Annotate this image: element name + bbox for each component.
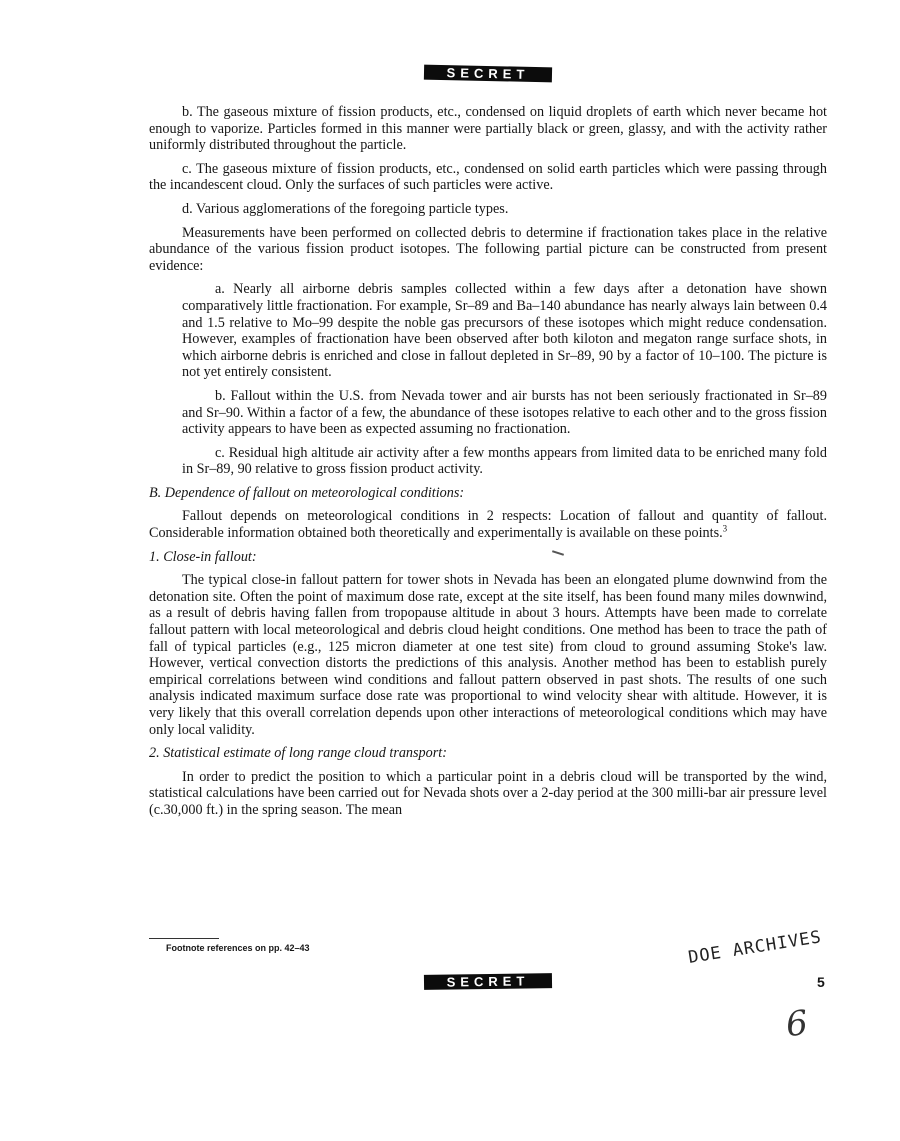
paragraph-b-gaseous-liquid: b. The gaseous mixture of fission products, etc., condensed on liquid droplets of earth which never became hot enough to vaporize. Particles formed in this manner were partially black or green, glassy, and with the activity rather uniformly distributed throughout the particle. [149, 104, 827, 154]
paragraph-long-range: In order to predict the position to which a particular point in a debris cloud will be transported by the wind, statistical calculations have been carried out for Nevada shots over a 2-day period at the 300 milli-bar air pressure level (c.30,000 ft.) in the spring season. The mean [149, 768, 827, 818]
paragraph-close-in-fallout: The typical close-in fallout pattern for tower shots in Nevada has been an elongated plume downwind from the detonation site. Often the point of maximum dose rate, except at the site itself, has been found many miles downwind, as a result of debris having fallen from tropopause altitude in about 3 hours. Attempts have been made to correlate fallout pattern with local meteorological and debris cloud height conditions. One method has been to trace the path of fall of typical particles (e.g., 125 micron diameter at one test site) from cloud to ground assuming Stoke's law. However, vertical convection distorts the predictions of this analysis. Another method has been to establish purely empirical correlations between wind conditions and fallout pattern observed in past shots. The results of one such analysis indicated maximum surface dose rate was proportional to wind velocity shear with altitude. However, it is very likely that this overall correlation depends upon other interactions of meteorological conditions which may have only local validity. [149, 572, 827, 738]
section-heading-b-text: B. Dependence of fallout on meteorological conditions: [149, 484, 465, 501]
handwritten-number: 6 [783, 1002, 810, 1046]
paragraph-fallout-depends-text: Fallout depends on meteorological conditions in 2 respects: Location of fallout and quantity of fallout. Considerable information obtained both theoretically and experimentally is available on these points. [149, 508, 827, 542]
doe-archives-stamp: DOE ARCHIVES [686, 927, 824, 968]
footnote-superscript: 3 [722, 523, 728, 534]
section-heading-2-text: 2. Statistical estimate of long range cloud transport: [149, 745, 447, 762]
page-number: 5 [817, 974, 825, 990]
paragraph-c-residual: c. Residual high altitude air activity after a few months appears from limited data to be enriched many fold in Sr–89, 90 relative to gross fission product activity. [182, 444, 827, 478]
paragraph-a-airborne: a. Nearly all airborne debris samples collected within a few days after a detonation have shown comparatively little fractionation. For example, Sr–89 and Ba–140 abundance has nearly always lain between 0.4 and 1.5 relative to Mo–99 despite the noble gas precursors of these isotopes which might reduce condensation. However, examples of fractionation have been observed after both kiloton and megaton range surface shots, in which airborne debris is enriched and close in fallout depleted in Sr–89, 90 by a factor of 10–100. The picture is not yet entirely consistent. [182, 281, 827, 381]
paragraph-b-fallout-us: b. Fallout within the U.S. from Nevada tower and air bursts has not been seriously fractionated in Sr–89 and Sr–90. Within a factor of a few, the abundance of these isotopes relative to each other and to the gross fission activity appears to have been as expected assuming no fractionation. [182, 387, 827, 438]
classification-stamp-bottom: SECRET [424, 973, 552, 990]
paragraph-d-agglomerations: d. Various agglomerations of the foregoing particle types. [182, 200, 509, 217]
section-heading-1-text: 1. Close-in fallout: [149, 548, 257, 565]
footnote-rule [149, 938, 219, 939]
footnote-text: Footnote references on pp. 42–43 [166, 943, 310, 953]
section-heading-b [149, 485, 827, 502]
section-heading-2 [149, 745, 827, 762]
classification-stamp-top: SECRET [424, 65, 552, 83]
paragraph-measurements: Measurements have been performed on collected debris to determine if fractionation takes place in the relative abundance of the various fission product isotopes. The following partial picture can be constructed from present evidence: [149, 224, 827, 274]
paragraph-fallout-depends [149, 508, 827, 541]
section-heading-1 [149, 549, 827, 566]
paragraph-c-gaseous-solid: c. The gaseous mixture of fission products, etc., condensed on solid earth particles which were passing through the incandescent cloud. Only the surfaces of such particles were active. [149, 160, 827, 194]
body-text [149, 104, 827, 826]
